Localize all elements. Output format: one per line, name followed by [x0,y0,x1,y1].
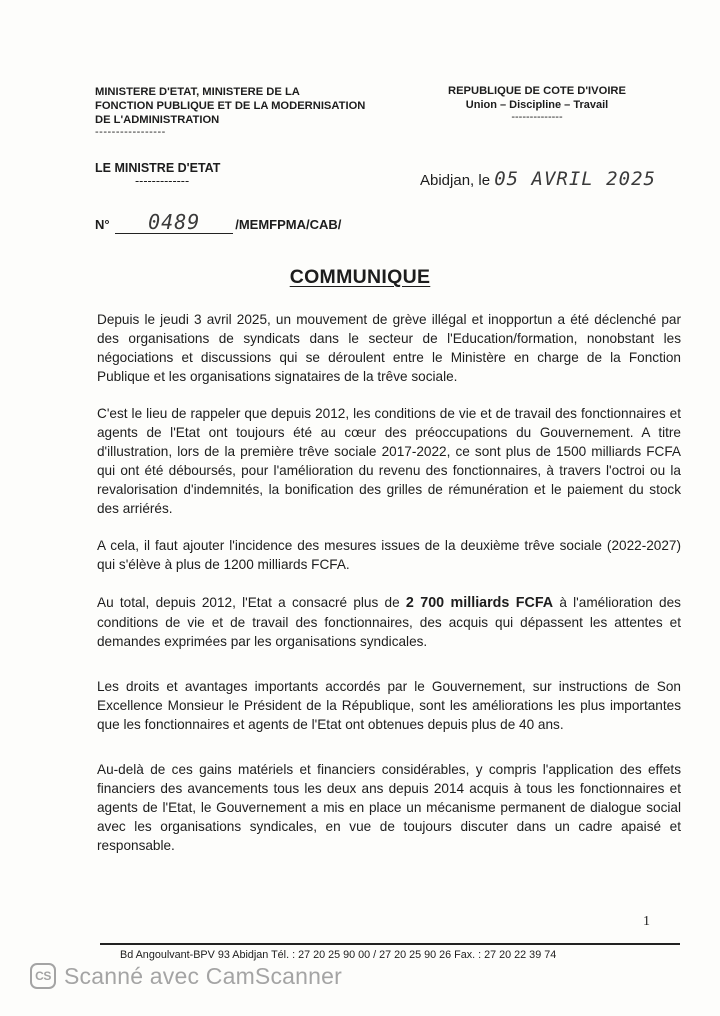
total-after: à l'amélioration des conditions de vie et de travail des fonctionnaires, des acquis qui dépassent les attentes et demandes exprimées par les organisations syndicales. [97,595,681,649]
ministry-separator: ----------------- [95,126,166,138]
place-label: Abidjan, le [420,172,491,189]
paragraph-second-truce: A cela, il faut ajouter l'incidence des mesures issues de la deuxième trêve sociale (2022-2027) qui s'élève à plus de 1200 milliards FCFA. [97,538,681,572]
place-date [420,168,700,190]
minister-title: LE MINISTRE D'ETAT [95,161,221,175]
minister-block [95,161,295,186]
title-text: COMMUNIQUE [289,266,431,288]
total-amount: 2 700 milliards FCFA [405,595,554,611]
paragraph-context: C'est le lieu de rappeler que depuis 2012, les conditions de vie et de travail des fonctionnaires et agents de l'Etat ont toujours été au cœur des préoccupations du Gouvernement. A titre d'illustration, lors de la première trêve sociale 2017-2022, ce sont plus de 1500 milliards FCFA qui ont été déboursés, pour l'amélioration du revenu des fonctionnaires, à travers l'octroi ou la revalorisation d'indemnités, la bonification des grilles de rémunération et le paiement du stock des arriérés. [97,406,681,516]
paragraph-total [97,593,681,651]
republic-motto: Union – Discipline – Travail [465,99,609,111]
republic-header [432,84,642,122]
ministry-line-1: MINISTERE D'ETAT, MINISTERE DE LA [95,86,300,98]
minister-separator: ------------- [135,174,190,188]
republic-name: REPUBLIQUE DE COTE D'IVOIRE [448,85,626,97]
reference-prefix: N° [95,217,110,232]
page-number: 1 [643,914,650,929]
reference-number [95,210,342,234]
watermark-text: Scanné avec CamScanner [64,962,342,989]
camscanner-logo-icon: CS [30,963,56,989]
footer-address: Bd Angoulvant-BPV 93 Abidjan Tél. : 27 20 25 90 00 / 27 20 25 90 26 Fax. : 27 20 22 39 74 [120,949,557,961]
paragraph-rights: Les droits et avantages importants accordés par le Gouvernement, sur instructions de Son Excellence Monsieur le Président de la République, sont les améliorations les plus importantes que les fonctionnaires et agents de l'Etat ont obtenues depuis plus de 40 ans. [97,679,681,732]
camscanner-watermark [30,958,342,994]
ministry-line-2: FONCTION PUBLIQUE ET DE LA MODERNISATION [95,100,366,112]
footer-divider [100,943,680,945]
document-title [0,266,720,289]
total-before: Au total, depuis 2012, l'Etat a consacré plus de [97,595,406,610]
republic-separator: -------------- [511,111,563,123]
handwritten-date: 05 AVRIL 2025 [494,168,656,190]
paragraph-strike: Depuis le jeudi 3 avril 2025, un mouvement de grève illégal et inopportun a été déclenché par des organisations de syndicats dans le secteur de l'Education/formation, nonobstant les négociations et discussions qui se déroulent entre le Ministère en charge de la Fonction Publique et les organisations signataires de la trêve sociale. [97,312,681,384]
reference-number-field [115,210,233,234]
document-body [97,310,681,855]
ministry-header [95,85,425,137]
reference-suffix: /MEMFPMA/CAB/ [235,217,342,232]
paragraph-dialogue: Au-delà de ces gains matériels et financiers considérables, y compris l'application des effets financiers des avancements tous les deux ans depuis 2014 acquis à tous les fonctionnaires et agents de l'Etat, le Gouvernement a mis en place un mécanisme permanent de dialogue social avec les organisations syndicales, en vue de toujours discuter dans un cadre apaisé et responsable. [97,762,681,853]
ministry-line-3: DE L'ADMINISTRATION [95,114,220,126]
handwritten-number: 0489 [148,210,201,234]
